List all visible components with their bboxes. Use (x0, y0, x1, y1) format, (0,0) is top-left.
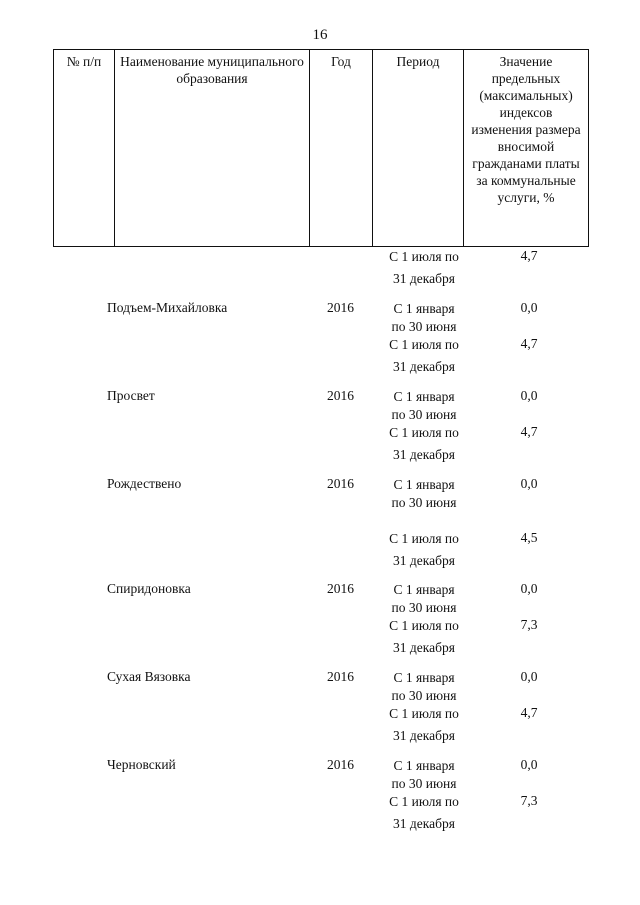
value-cell: 0,0 (520, 388, 538, 403)
period-line: С 1 января (393, 477, 455, 492)
municipality-name: Рождествено (107, 476, 182, 491)
year-cell: 2016 (327, 300, 354, 315)
header-period: Период (396, 54, 440, 69)
page-number: 16 (312, 27, 328, 43)
value-cell: 0,0 (520, 300, 538, 315)
year-cell: 2016 (327, 388, 354, 403)
period-line: 31 декабря (393, 816, 455, 831)
value-cell: 0,0 (520, 581, 538, 596)
municipality-name: Черновский (107, 757, 176, 772)
period-line: С 1 июля по (389, 706, 459, 721)
period-line: С 1 января (393, 758, 455, 773)
period-line: С 1 июля по (389, 249, 459, 264)
period-cell (379, 669, 469, 745)
year-cell: 2016 (327, 476, 354, 491)
period-cell (379, 388, 469, 464)
period-line: С 1 июля по (389, 337, 459, 352)
period-cell (379, 476, 469, 570)
period-line: С 1 января (393, 389, 455, 404)
period-cell (379, 757, 469, 833)
period-line: С 1 января (393, 582, 455, 597)
period-line: 31 декабря (393, 728, 455, 743)
header-value: Значение предельных (максимальных) индексов изменения размера вносимой гражданами платы за коммунальные услуги, % (471, 54, 581, 205)
period-line: по 30 июня (391, 688, 457, 703)
municipality-name: Спиридоновка (107, 581, 191, 596)
value-cell: 7,3 (520, 617, 538, 632)
period-line: 31 декабря (393, 553, 455, 568)
period-line: по 30 июня (391, 407, 457, 422)
period-line: по 30 июня (391, 495, 457, 510)
period-line: С 1 июля по (389, 425, 459, 440)
period-line: С 1 июля по (389, 531, 459, 546)
period-line: С 1 июля по (389, 794, 459, 809)
year-cell: 2016 (327, 757, 354, 772)
period-cell (379, 581, 469, 657)
value-cell: 4,7 (520, 424, 538, 439)
value-cell: 4,5 (520, 530, 538, 545)
value-cell: 0,0 (520, 669, 538, 684)
period-line: по 30 июня (391, 776, 457, 791)
municipality-name: Сухая Вязовка (107, 669, 191, 684)
value-cell: 4,7 (520, 336, 538, 351)
header-year: Год (331, 54, 351, 69)
period-line: С 1 января (393, 670, 455, 685)
value-cell: 0,0 (520, 757, 538, 772)
period-cell (379, 300, 469, 376)
period-line: 31 декабря (393, 359, 455, 374)
year-cell: 2016 (327, 669, 354, 684)
period-line: по 30 июня (391, 319, 457, 334)
value-cell: 7,3 (520, 793, 538, 808)
period-line: С 1 января (393, 301, 455, 316)
value-cell: 0,0 (520, 476, 538, 491)
municipality-name: Подъем-Михайловка (107, 300, 228, 315)
municipality-name: Просвет (107, 388, 155, 403)
table-header (53, 49, 589, 247)
value-cell: 4,7 (520, 705, 538, 720)
year-cell: 2016 (327, 581, 354, 596)
period-line: 31 декабря (393, 640, 455, 655)
header-name: Наименование муниципального образования (120, 54, 304, 86)
value-cell: 4,7 (520, 248, 538, 263)
period-cell (379, 248, 469, 288)
period-line: 31 декабря (393, 271, 455, 286)
period-line: С 1 июля по (389, 618, 459, 633)
period-line: по 30 июня (391, 600, 457, 615)
header-num: № п/п (66, 54, 102, 69)
period-line: 31 декабря (393, 447, 455, 462)
